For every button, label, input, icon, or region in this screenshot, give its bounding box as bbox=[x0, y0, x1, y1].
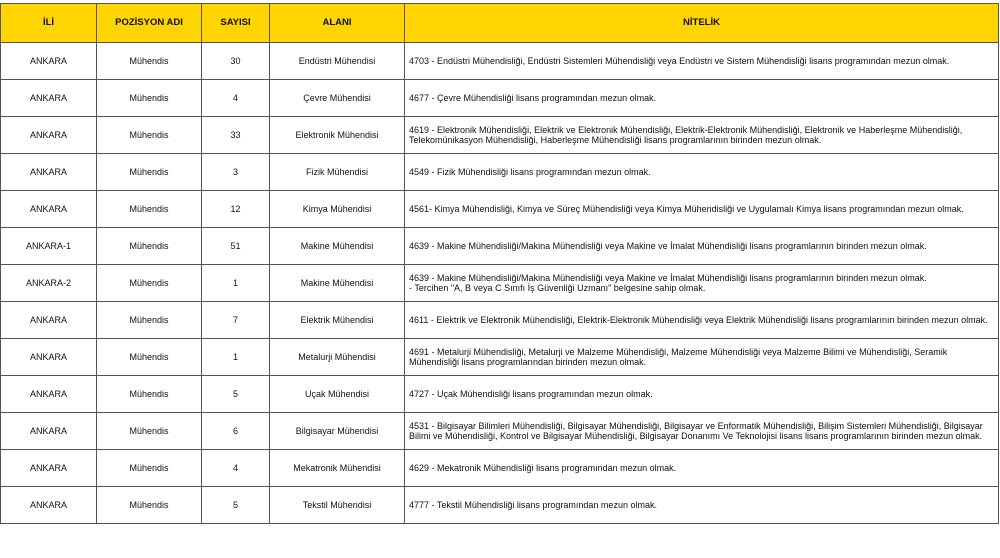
cell-pozisyon-adi: Mühendis bbox=[97, 191, 202, 228]
nitelik-line: 4561- Kimya Mühendisliği, Kimya ve Süreç Mühendisliği veya Kimya Mühendisliği ve Uygulamalı Kimya lisans programından mezun olmak. bbox=[409, 203, 964, 214]
cell-alani: Elektronik Mühendisi bbox=[270, 117, 405, 154]
header-alani: ALANI bbox=[270, 4, 405, 43]
cell-il: ANKARA-1 bbox=[1, 228, 97, 265]
cell-il: ANKARA bbox=[1, 117, 97, 154]
cell-sayisi: 1 bbox=[202, 339, 270, 376]
header-row bbox=[1, 4, 999, 43]
cell-nitelik bbox=[405, 228, 999, 265]
nitelik-line: 4691 - Metalurji Mühendisliği, Metalurji ve Malzeme Mühendisliği, Malzeme Mühendisliği veya Malzeme Bilimi ve Mühendisliği, Seramik Mühendisliği lisans programlarından birinden mezun olmak. bbox=[409, 346, 948, 367]
table-row bbox=[1, 154, 999, 191]
nitelik-line: - Tercihen "A, B veya C Sınıfı İş Güvenliği Uzmanı" belgesine sahip olmak. bbox=[409, 283, 706, 293]
cell-il: ANKARA bbox=[1, 376, 97, 413]
header-sayisi: SAYISI bbox=[202, 4, 270, 43]
nitelik-line: 4703 - Endüstri Mühendisliği, Endüstri Sistemleri Mühendisliği veya Endüstri ve Sistem Mühendisliği lisans programından mezun olmak. bbox=[409, 55, 950, 66]
cell-sayisi: 4 bbox=[202, 80, 270, 117]
cell-il: ANKARA bbox=[1, 413, 97, 450]
cell-pozisyon-adi: Mühendis bbox=[97, 154, 202, 191]
table-row bbox=[1, 413, 999, 450]
cell-alani: Fizik Mühendisi bbox=[270, 154, 405, 191]
nitelik-line: 4777 - Tekstil Mühendisliği lisans programından mezun olmak. bbox=[409, 499, 657, 510]
cell-pozisyon-adi: Mühendis bbox=[97, 376, 202, 413]
cell-nitelik bbox=[405, 339, 999, 376]
table-row bbox=[1, 376, 999, 413]
cell-nitelik bbox=[405, 265, 999, 302]
cell-pozisyon-adi: Mühendis bbox=[97, 228, 202, 265]
cell-sayisi: 12 bbox=[202, 191, 270, 228]
cell-alani: Tekstil Mühendisi bbox=[270, 487, 405, 524]
cell-pozisyon-adi: Mühendis bbox=[97, 80, 202, 117]
header-il: İLİ bbox=[1, 4, 97, 43]
cell-alani: Makine Mühendisi bbox=[270, 265, 405, 302]
cell-nitelik bbox=[405, 302, 999, 339]
table-row bbox=[1, 117, 999, 154]
table-header bbox=[1, 4, 999, 43]
cell-il: ANKARA bbox=[1, 191, 97, 228]
positions-table bbox=[0, 3, 999, 524]
cell-nitelik bbox=[405, 376, 999, 413]
nitelik-line: 4549 - Fizik Mühendisliği lisans programından mezun olmak. bbox=[409, 166, 651, 177]
cell-il: ANKARA bbox=[1, 43, 97, 80]
cell-nitelik bbox=[405, 487, 999, 524]
nitelik-line: 4639 - Makine Mühendisliği/Makina Mühendisliği veya Makine ve İmalat Mühendisliği lisans programlarının birinden mezun olmak. bbox=[409, 272, 927, 283]
cell-alani: Bilgisayar Mühendisi bbox=[270, 413, 405, 450]
nitelik-line: 4639 - Makine Mühendisliği/Makina Mühendisliği veya Makine ve İmalat Mühendisliği lisans programlarının birinden mezun olmak. bbox=[409, 240, 927, 251]
table-row bbox=[1, 487, 999, 524]
table-row bbox=[1, 265, 999, 302]
cell-sayisi: 7 bbox=[202, 302, 270, 339]
cell-sayisi: 51 bbox=[202, 228, 270, 265]
cell-nitelik bbox=[405, 43, 999, 80]
nitelik-line: 4629 - Mekatronik Mühendisliği lisans programından mezun olmak. bbox=[409, 462, 677, 473]
cell-alani: Mekatronik Mühendisi bbox=[270, 450, 405, 487]
cell-il: ANKARA-2 bbox=[1, 265, 97, 302]
cell-il: ANKARA bbox=[1, 450, 97, 487]
table-row bbox=[1, 80, 999, 117]
cell-nitelik bbox=[405, 450, 999, 487]
cell-sayisi: 5 bbox=[202, 487, 270, 524]
cell-il: ANKARA bbox=[1, 154, 97, 191]
cell-pozisyon-adi: Mühendis bbox=[97, 43, 202, 80]
cell-sayisi: 6 bbox=[202, 413, 270, 450]
cell-nitelik bbox=[405, 413, 999, 450]
nitelik-line: 4611 - Elektrik ve Elektronik Mühendisliği, Elektrik-Elektronik Mühendisliği veya Elektrik Mühendisliği lisans programlarının birinden mezun olmak. bbox=[409, 314, 988, 325]
cell-pozisyon-adi: Mühendis bbox=[97, 450, 202, 487]
cell-alani: Makine Mühendisi bbox=[270, 228, 405, 265]
cell-pozisyon-adi: Mühendis bbox=[97, 339, 202, 376]
cell-il: ANKARA bbox=[1, 80, 97, 117]
cell-pozisyon-adi: Mühendis bbox=[97, 413, 202, 450]
cell-il: ANKARA bbox=[1, 302, 97, 339]
table-row bbox=[1, 450, 999, 487]
cell-sayisi: 3 bbox=[202, 154, 270, 191]
cell-pozisyon-adi: Mühendis bbox=[97, 487, 202, 524]
cell-sayisi: 1 bbox=[202, 265, 270, 302]
cell-pozisyon-adi: Mühendis bbox=[97, 265, 202, 302]
cell-nitelik bbox=[405, 154, 999, 191]
cell-alani: Metalurji Mühendisi bbox=[270, 339, 405, 376]
cell-pozisyon-adi: Mühendis bbox=[97, 302, 202, 339]
table-body bbox=[1, 43, 999, 524]
cell-sayisi: 4 bbox=[202, 450, 270, 487]
cell-pozisyon-adi: Mühendis bbox=[97, 117, 202, 154]
cell-sayisi: 30 bbox=[202, 43, 270, 80]
nitelik-line: 4677 - Çevre Mühendisliği lisans programından mezun olmak. bbox=[409, 92, 657, 103]
cell-nitelik bbox=[405, 117, 999, 154]
cell-alani: Çevre Mühendisi bbox=[270, 80, 405, 117]
cell-il: ANKARA bbox=[1, 339, 97, 376]
cell-sayisi: 33 bbox=[202, 117, 270, 154]
table-row bbox=[1, 191, 999, 228]
cell-nitelik bbox=[405, 191, 999, 228]
cell-alani: Endüstri Mühendisi bbox=[270, 43, 405, 80]
nitelik-line: 4619 - Elektronik Mühendisliği, Elektrik ve Elektronik Mühendisliği, Elektrik-Elektronik Mühendisliği, Elektronik ve Haberleşme Mühendisliği, Telekomünikasyon Mühendisliği, Haberleşme Mühendisliği lisans programlarının birinden mezun olmak. bbox=[409, 124, 963, 145]
table-row bbox=[1, 339, 999, 376]
table-row bbox=[1, 228, 999, 265]
cell-alani: Elektrik Mühendisi bbox=[270, 302, 405, 339]
nitelik-line: 4531 - Bilgisayar Bilimleri Mühendisliği, Bilgisayar Mühendisliği, Bilgisayar ve Enformatik Mühendisliği, Bilişim Sistemleri Mühendisliği, Bilgisayar Bilimi ve Mühendisliği, Kontrol ve Bilgisayar Mühendisliği, Bilgisayar Donanımı Ve Teknolojisi lisans lisans programlarının birinden mezun olmak. bbox=[409, 420, 983, 441]
cell-alani: Uçak Mühendisi bbox=[270, 376, 405, 413]
cell-il: ANKARA bbox=[1, 487, 97, 524]
cell-alani: Kimya Mühendisi bbox=[270, 191, 405, 228]
header-nitelik: NİTELİK bbox=[405, 4, 999, 43]
table-row bbox=[1, 43, 999, 80]
cell-nitelik bbox=[405, 80, 999, 117]
table-row bbox=[1, 302, 999, 339]
header-pozisyon-adi: POZİSYON ADI bbox=[97, 4, 202, 43]
nitelik-line: 4727 - Uçak Mühendisliği lisans programından mezun olmak. bbox=[409, 388, 653, 399]
cell-sayisi: 5 bbox=[202, 376, 270, 413]
